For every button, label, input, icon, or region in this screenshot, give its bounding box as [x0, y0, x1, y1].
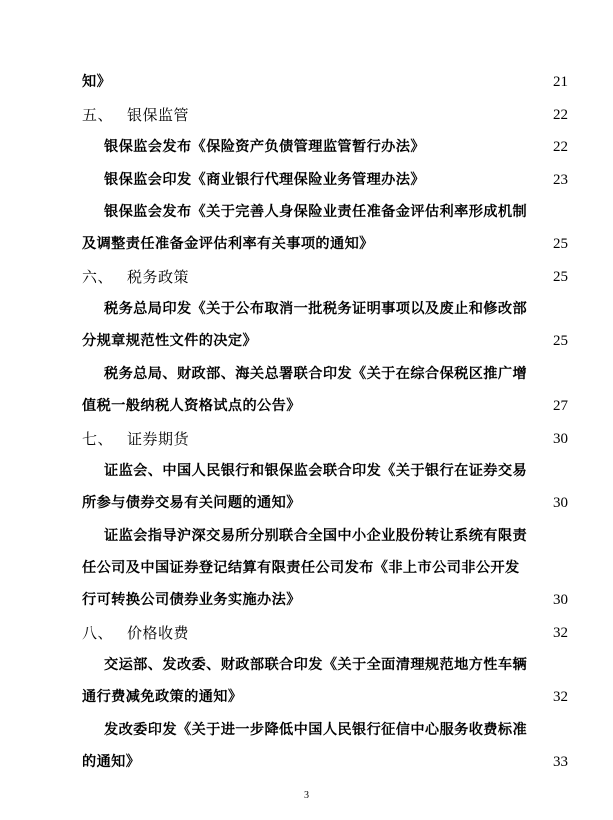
toc-page-number: 32	[553, 689, 568, 705]
toc-entry-text: 证监会、中国人民银行和银保监会联合印发《关于银行在证券交易	[104, 463, 528, 479]
toc-entry	[104, 362, 570, 386]
section-number: 七、	[82, 430, 114, 448]
toc-entry-text: 所参与债券交易有关问题的通知》	[82, 495, 301, 511]
toc-entry	[104, 135, 570, 159]
toc-page-number: 27	[553, 398, 568, 414]
toc-entry-text: 税务总局印发《关于公布取消一批税务证明事项以及废止和修改部	[104, 301, 528, 317]
toc-entry-continuation	[82, 70, 570, 94]
toc-page-number: 33	[553, 754, 568, 770]
toc-entry	[104, 718, 570, 742]
toc-page-number: 22	[553, 139, 568, 155]
toc-entry-text: 证监会指导沪深交易所分别联合全国中小企业股份转让系统有限责	[104, 528, 528, 544]
toc-page-number: 25	[553, 269, 568, 285]
section-number: 八、	[82, 624, 114, 642]
toc-entry-text: 分规章规范性文件的决定》	[82, 333, 258, 349]
toc-entry-continuation	[82, 329, 570, 353]
toc-entry-text: 交运部、发改委、财政部联合印发《关于全面清理规范地方性车辆	[104, 657, 528, 673]
section-title: 税务政策	[127, 268, 190, 286]
toc-entry-text: 通行费减免政策的通知》	[82, 689, 243, 705]
page-footer-number: 3	[304, 790, 309, 801]
toc-entry-text: 任公司及中国证券登记结算有限责任公司发布《非上市公司非公开发	[82, 560, 520, 576]
section-title: 证券期货	[127, 430, 190, 448]
section-title: 价格收费	[127, 624, 190, 642]
toc-entry-text: 税务总局、财政部、海关总署联合印发《关于在综合保税区推广增	[104, 366, 528, 382]
toc-page-number: 21	[553, 74, 568, 90]
toc-entry-text: 发改委印发《关于进一步降低中国人民银行征信中心服务收费标准	[104, 722, 528, 738]
toc-entry-text: 银保监会发布《关于完善人身保险业责任准备金评估利率形成机制	[104, 204, 528, 220]
toc-entry	[104, 200, 570, 224]
toc-entry-continuation	[82, 232, 570, 256]
toc-entry-text: 值税一般纳税人资格试点的公告》	[82, 398, 301, 414]
section-number: 六、	[82, 268, 114, 286]
toc-section-heading	[82, 427, 570, 451]
toc-entry	[104, 524, 570, 548]
toc-entry	[104, 297, 570, 321]
toc-section-heading	[82, 103, 570, 127]
toc-entry-text: 银保监会印发《商业银行代理保险业务管理办法》	[104, 172, 425, 188]
toc-entry	[104, 168, 570, 192]
toc-page-number: 25	[553, 333, 568, 349]
toc-entry	[104, 653, 570, 677]
toc-section-heading	[82, 621, 570, 645]
toc-page-number: 30	[553, 495, 568, 511]
toc-entry-continuation	[82, 685, 570, 709]
toc-entry-continuation	[82, 588, 570, 612]
toc-entry-text: 的通知》	[82, 754, 141, 770]
toc-entry-continuation	[82, 750, 570, 774]
toc-entry-text: 行可转换公司债券业务实施办法》	[82, 592, 301, 608]
toc-page-number: 32	[553, 625, 568, 641]
toc-entry-continuation	[82, 556, 570, 580]
section-title: 银保监管	[127, 106, 190, 124]
toc-page-number: 22	[553, 107, 568, 123]
toc-entry-text: 知》	[82, 74, 112, 90]
toc-entry-text: 及调整责任准备金评估利率有关事项的通知》	[82, 236, 374, 252]
section-number: 五、	[82, 106, 114, 124]
toc-entry-text: 银保监会发布《保险资产负债管理监管暂行办法》	[104, 139, 425, 155]
toc-page-number: 25	[553, 236, 568, 252]
toc-entry	[104, 459, 570, 483]
toc-page-number: 30	[553, 431, 568, 447]
toc-section-heading	[82, 265, 570, 289]
toc-entry-continuation	[82, 394, 570, 418]
toc-page-number: 23	[553, 172, 568, 188]
toc-entry-continuation	[82, 491, 570, 515]
toc-page-number: 30	[553, 592, 568, 608]
